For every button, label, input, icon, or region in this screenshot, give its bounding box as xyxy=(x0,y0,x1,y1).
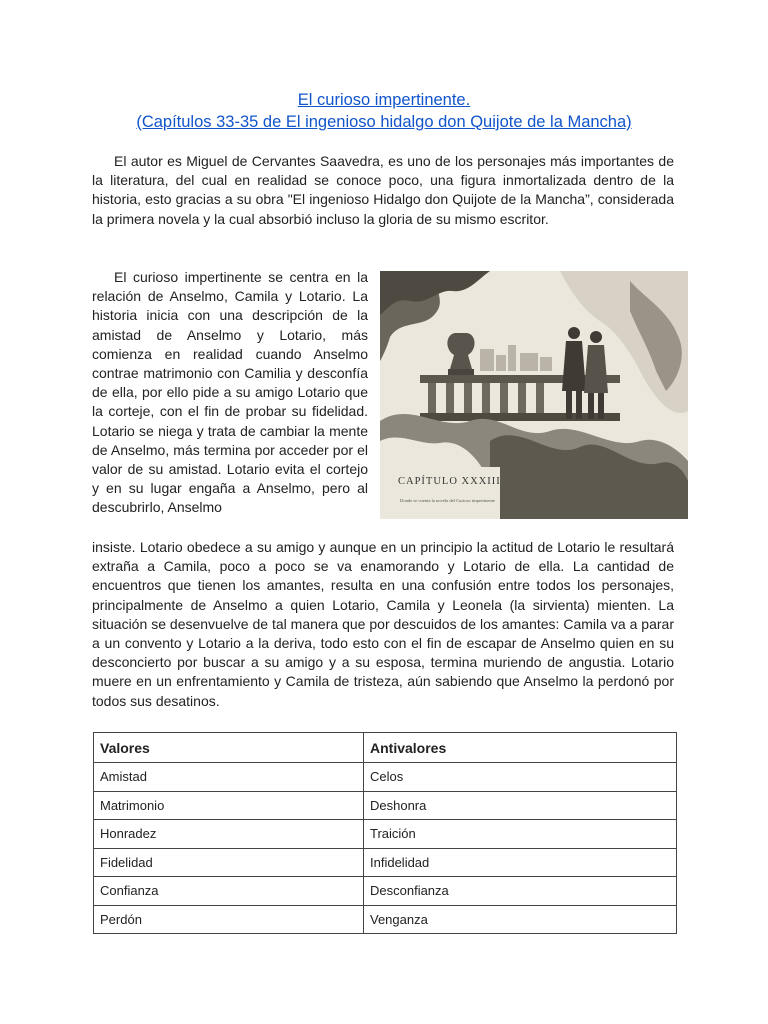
table-cell: Matrimonio xyxy=(94,791,364,820)
table-row xyxy=(94,848,677,877)
document-title[interactable]: El curioso impertinente. xyxy=(297,91,471,109)
table-cell: Traición xyxy=(364,820,677,849)
continuation-paragraph: insiste. Lotario obedece a su amigo y aunque en un principio la actitud de Lotario le resultará extraña a Camila, poco a poco se va enamorando y Lotario de ella. La cantidad de encuentros que tienen los amantes, resulta en una confusión entre todos los personajes, principalmente de Anselmo a quien Lotario, Camila y Leonela (la sirvienta) mienten. La situación se desenvuelve de tal manera que por descuidos de los amantes: Camila va a parar a un convento y Lotario a la deriva, todo esto con el fin de escapar de Anselmo quien en su desconcierto por buscar a su amigo y a su esposa, termina muriendo de angustia. Lotario muere en un enfrentamiento y Camila de tristeza, aún sabiendo que Anselmo la perdonó por todos sus desatinos. xyxy=(92,539,674,709)
table-cell: Celos xyxy=(364,763,677,792)
chapter-illustration xyxy=(380,271,688,519)
column-header-valores: Valores xyxy=(94,733,364,763)
table-cell: Deshonra xyxy=(364,791,677,820)
illustration-caption: CAPÍTULO XXXIII xyxy=(398,476,501,487)
table-cell: Infidelidad xyxy=(364,848,677,877)
values-table xyxy=(93,732,677,934)
illustration-subcaption: Donde se cuenta la novela del Curioso impertinente xyxy=(400,498,496,503)
table-row xyxy=(94,820,677,849)
table-header-row xyxy=(94,733,677,763)
table-cell: Fidelidad xyxy=(94,848,364,877)
table-row xyxy=(94,791,677,820)
table-row xyxy=(94,877,677,906)
table-cell: Amistad xyxy=(94,763,364,792)
document-subtitle[interactable]: (Capítulos 33-35 de El ingenioso hidalgo don Quijote de la Mancha) xyxy=(136,113,632,131)
table-cell: Venganza xyxy=(364,905,677,934)
column-header-antivalores: Antivalores xyxy=(364,733,677,763)
table-cell: Honradez xyxy=(94,820,364,849)
table-row xyxy=(94,763,677,792)
table-cell: Perdón xyxy=(94,905,364,934)
summary-paragraph: El curioso impertinente se centra en la relación de Anselmo, Camila y Lotario. La historia inicia con una descripción de la amistad de Anselmo y Lotario, más comienza en realidad cuando Anselmo contrae matrimonio con Camilia y desconfía de ella, por ello pide a su amigo Lotario que la corteje, con el fin de probar su fidelidad. Lotario se niega y trata de cambiar la mente de Anselmo, más termina por acceder por el valor de su amistad. Lotario evita el cortejo y en su lugar engaña a Anselmo, pero al descubrirlo, Anselmo xyxy=(92,269,368,516)
table-row xyxy=(94,905,677,934)
intro-paragraph: El autor es Miguel de Cervantes Saavedra, es uno de los personajes más importantes de la literatura, del cual en realidad se conoce poco, una figura inmortalizada dentro de la historia, esto gracias a su obra "El ingenioso Hidalgo don Quijote de la Mancha”, considerada la primera novela y la cual absorbió incluso la gloria de su mismo escritor. xyxy=(92,153,674,227)
table-cell: Desconfianza xyxy=(364,877,677,906)
table-cell: Confianza xyxy=(94,877,364,906)
